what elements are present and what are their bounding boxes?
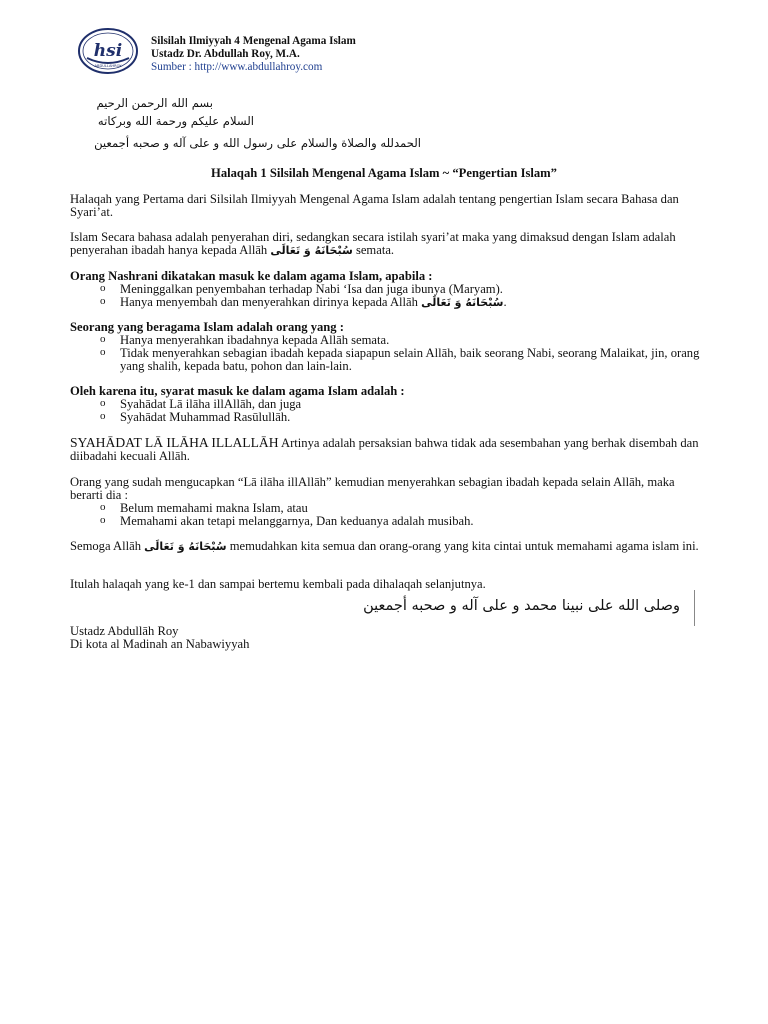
source-label: Sumber : [151,61,195,73]
nasrani-list [70,283,702,309]
document-header [151,35,356,74]
svg-text:hsi: hsi [93,41,123,61]
salam: السلام عليكم ورحمة الله وبركاته [97,114,254,128]
signature-place: Di kota al Madinah an Nabawiyyah [70,637,250,651]
list-item: o Hanya menyerahkan ibadahnya kepada Allāh semata. [70,334,702,347]
paragraph-intro: Halaqah yang Pertama dari Silsilah Ilmiyyah Mengenal Agama Islam adalah tentang pengertian Islam secara Bahasa dan Syari’at. [70,192,679,219]
orang-list [70,502,702,528]
series-title: Silsilah Ilmiyyah 4 Mengenal Agama Islam [151,35,356,47]
list-item: o Hanya menyembah dan menyerahkan dirinya kepada Allāh سُبْحَانَهُ وَ تَعَالَى. [70,296,702,309]
definition-text: Islam Secara bahasa adalah penyerahan diri, sedangkan secara istilah syari’at maka yang dimaksud dengan Islam adalah penyerahan ibadah hanya kepada Allāh [70,230,676,257]
svg-text:ABDULLAHROY: ABDULLAHROY [94,64,122,68]
list-item: o Meninggalkan penyembahan terhadap Nabi ‘Isa dan juga ibunya (Maryam). [70,283,702,296]
source-line [151,61,356,74]
swt-inline: سُبْحَانَهُ وَ تَعَالَى [270,244,353,257]
signature [70,625,249,651]
closing-arabic: وصلى الله على نبينا محمد و على آله و صحبه أجمعين [363,598,680,614]
paragraph-orang: Orang yang sudah mengucapkan “Lā ilāha illAllāh” kemudian menyerahkan sebagian ibadah kepada selain Allāh, maka berarti dia : [70,475,675,502]
list-item: o Memahami akan tetapi melanggarnya, Dan keduanya adalah musibah. [70,515,702,528]
list-item: o Syahādat Lā ilāha illAllāh, dan juga [70,398,702,411]
halaqah-title: Halaqah 1 Silsilah Mengenal Agama Islam ~ “Pengertian Islam” [211,166,557,180]
swt-inline: سُبْحَانَهُ وَ تَعَالَى [421,296,504,309]
hamdalah: الحمدلله والصلاة والسلام على رسول الله و على آله و صحبه أجمعين [94,136,421,150]
vertical-rule [694,590,695,626]
signature-name: Ustadz Abdullāh Roy [70,624,179,638]
list-item: o Syahādat Muhammad Rasūlullāh. [70,411,702,424]
syahadat-lead: SYAHĀDAT LĀ ILĀHA ILLALLĀH [70,435,279,450]
basmalah: بسم الله الرحمن الرحيم [96,96,213,110]
syarat-list [70,398,702,424]
author: Ustadz Dr. Abdullah Roy, M.A. [151,48,300,60]
beragama-list [70,334,702,373]
syarat-heading: Oleh karena itu, syarat masuk ke dalam agama Islam adalah : [70,384,405,398]
nasrani-heading: Orang Nashrani dikatakan masuk ke dalam agama Islam, apabila : [70,269,433,283]
beragama-heading: Seorang yang beragama Islam adalah orang yang : [70,320,344,334]
paragraph-semoga: Semoga Allāh سُبْحَانَهُ وَ تَعَالَى memudahkan kita semua dan orang-orang yang kita cintai untuk memahami agama islam ini. [70,539,699,553]
paragraph-syahadat [70,436,702,463]
hsi-logo [77,27,139,75]
syahadat-text: Artinya adalah persaksian bahwa tidak ada sesembahan yang berhak disembah dan diibadahi kecuali Allāh. [70,436,699,463]
list-item: o Belum memahami makna Islam, atau [70,502,702,515]
definition-end: semata. [355,243,395,257]
list-item: o Tidak menyerahkan sebagian ibadah kepada siapapun selain Allāh, baik seorang Nabi, seorang Malaikat, jin, orang yang shalih, kepada batu, pohon dan lain-lain. [70,347,702,373]
swt-inline: سُبْحَانَهُ وَ تَعَالَى [144,540,227,553]
paragraph-itulah: Itulah halaqah yang ke-1 dan sampai bertemu kembali pada dihalaqah selanjutnya. [70,577,486,591]
paragraph-definition [70,231,702,257]
source-link[interactable]: http://www.abdullahroy.com [194,61,323,73]
